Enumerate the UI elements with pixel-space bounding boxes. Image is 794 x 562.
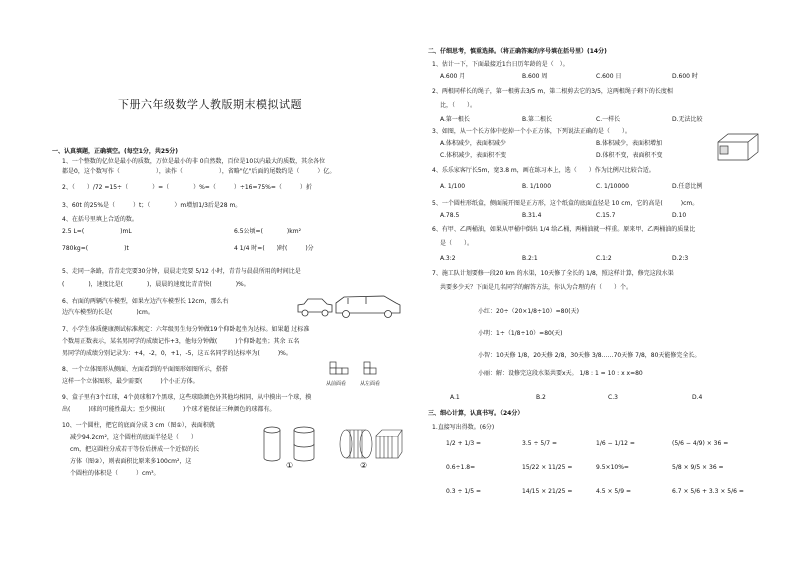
calc-item: 6.7 × 5/6 + 3.3 × 5/6 = <box>672 488 744 495</box>
r-q6-opt-b: B.2:1 <box>522 255 538 262</box>
car-models-figure <box>296 292 406 318</box>
q10-line4: 方体（图②），则表面积比原来多100cm²，这 <box>70 458 192 465</box>
section-2-heading: 二、仔细思考，慎重选择。（将正确答案的序号填在括号里）(14分) <box>428 48 607 55</box>
r-q6-opt-c: C.1:2 <box>596 255 612 262</box>
r-q7-opt-b: B.2 <box>536 394 546 401</box>
q5-line1: 5、走同一条路，青青走完要30分钟，晨晨走完要 5/12 小时，青青与晨晨所用的时间比是 <box>62 268 301 275</box>
solution-xiaoli: 小丽：解：设修完这段水渠共要x天。 1/8 : 1 = 10 : x x=80 <box>478 370 643 377</box>
cuboid-cutout-icon <box>718 134 758 160</box>
r-q7-opt-a: A.1 <box>450 394 460 401</box>
r-q6-opt-a: A.3:2 <box>440 255 456 262</box>
cylinder-figures <box>262 426 402 466</box>
q10-line5: 个圆柱的体积是（ ）cm³。 <box>70 470 160 477</box>
calc-item: 5/8 × 9/5 × 36 = <box>672 464 724 471</box>
r-q3: 3、如图，从一个长方体中挖掉一个小正方体，下列说法正确的是（ ）。 <box>432 128 631 135</box>
r-q1-opt-c: C.600 日 <box>596 73 622 80</box>
r-q3-opt-a: A.体积减少，表面积减少 <box>440 140 506 147</box>
r-q2-opt-b: B.第二根长 <box>522 116 553 123</box>
r-q5-opt-b: B.31.4 <box>522 212 542 219</box>
q7-line2: 个数用正数表示，某名男同学的成绩记作+3，他每分钟做( )个仰卧起坐；其余 五名 <box>62 338 300 345</box>
calc-item: 14/15 × 21/25 = <box>522 488 573 495</box>
r-q6-line2: 是（ ）。 <box>440 240 474 247</box>
r-q3-opt-d: D.体积不变，表面积不变 <box>596 152 663 159</box>
q1-line2: 都是0，这个数写作（ ），读作（ ），省略"亿"后面的尾数约是（ ）亿。 <box>62 168 336 175</box>
calc-item: 1/2 + 1/3 = <box>446 440 482 447</box>
solution-xiaoming: 小明：1÷（1/8÷10）=80(天) <box>478 330 563 337</box>
section-3-heading: 三、细心计算，认真书写。（24分） <box>428 410 524 417</box>
calc-item: 15/22 × 11/25 = <box>522 464 573 471</box>
q4: 4、在括号里填上合适的数。 <box>62 216 138 223</box>
r-q3-opt-b: B.体积减少，表面积增加 <box>596 140 663 147</box>
calc-item: (5/6 − 4/9) × 36 = <box>672 440 729 447</box>
r-q2-opt-c: C.一样长 <box>596 116 621 123</box>
r-q7-line2: 共要多少天？下面是几名同学的解答方法，你认为合理的有（ ）个。 <box>440 284 633 291</box>
q7-line1: 7、小学生体质健康测试标准规定：六年级男生每分钟做19个仰卧起坐为达标。如果超 过标准 <box>62 326 310 333</box>
section-3-q1: 1.直接写出得数。(6分) <box>432 424 495 431</box>
q10-line1: 10、一个圆柱，把它的底面分成 3 cm（图①），表面积就 <box>62 422 215 429</box>
r-q3-opt-c: C.体积减少，表面积不变 <box>440 152 507 159</box>
q6-line2: 边汽车模型的长是( )cm。 <box>62 309 154 316</box>
cuboid-icon <box>376 430 402 458</box>
cut-cylinder-icon <box>294 427 314 461</box>
large-car-icon <box>336 296 400 318</box>
calc-item: 9.5×10%= <box>596 464 629 471</box>
q2: 2、（ ）/72 =15÷（ ）=（ ）%=（ ）÷16=75%=（ ）折 <box>62 184 312 191</box>
r-q6-line1: 6、有甲、乙两桶油，如果从甲桶中倒出 1/4 给乙桶，两桶油就一样重。原来甲、乙两桶油的质量比 <box>432 226 696 233</box>
left-view-label: 从左面看 <box>360 381 381 387</box>
q4a: 2.5 L=( )mL <box>62 228 132 235</box>
q9-line2: 出( )球的可能性最大；至少摸出( )个球才能保证三种颜色的球都有。 <box>62 406 276 413</box>
solution-xiaozhi: 小智：10天修 1/8，20天修 2/8，30天修 3/8……70天修 7/8，80天能修完全长。 <box>478 352 701 359</box>
q10-line3: cm，把这圆柱分成若干等份后拼成一个近似的长 <box>70 446 200 453</box>
q10-line2: 减少94.2cm²，这个圆柱的底面半径是（ ） <box>70 434 197 441</box>
front-view-label: 从前面看 <box>326 381 347 387</box>
view-figures <box>328 360 392 382</box>
r-q5-opt-a: A.78.5 <box>440 212 460 219</box>
r-q7-opt-d: D.4 <box>692 394 703 401</box>
r-q7-line1: 7、施工队计划要修一段20 km 的水渠，10天修了全长的 1/8，照这样计算，修完这段水渠 <box>432 270 674 277</box>
r-q5-opt-c: C.15.7 <box>596 212 616 219</box>
page-title: 下册六年级数学人教版期末模拟试题 <box>118 98 302 111</box>
r-q7-opt-c: C.3 <box>608 394 618 401</box>
r-q5-opt-d: D.10 <box>672 212 687 219</box>
q8-line1: 8、一个立体图形从侧面、左面看到的平面图形如图所示，搭搭 <box>62 366 228 373</box>
r-q4-opt-a: A. 1/100 <box>440 183 466 190</box>
q4c: 780kg=( )t <box>62 245 129 252</box>
q3: 3、60t 的25%是（ ）t；（ ）m增加1/3后是28 m。 <box>62 202 242 209</box>
q4b: 6.5公顷=( )km² <box>234 228 301 235</box>
small-car-icon <box>298 299 332 316</box>
r-q4-opt-d: D.任意比例 <box>672 183 703 190</box>
r-q5: 5、一个圆柱形纸盒，侧面展开图是正方形，这个纸盒的底面直径是 10 cm，它的高是( )cm。 <box>432 200 699 207</box>
cylinder-icon <box>264 427 280 461</box>
calc-item: 1/6 − 1/12 = <box>596 440 635 447</box>
solution-xiaohong: 小红：20÷（20×1/8÷10）=80(天) <box>478 308 579 315</box>
left-view-icon <box>364 362 376 374</box>
r-q2-line2: 比，（ ）。 <box>440 102 477 109</box>
r-q1: 1、估计一下，下面最接近1台日历年龄的是（ ）。 <box>432 61 569 68</box>
cuboid-cutout-figure <box>716 132 760 162</box>
r-q2-line1: 2、两根同样长的绳子，第一根剪去3/5 m，第二根剪去它的3/5，这两根绳子剩下的长度相 <box>432 88 673 95</box>
r-q1-opt-b: B.600 周 <box>522 73 548 80</box>
calc-item: 0.3 ÷ 1/5 = <box>446 488 481 495</box>
calc-item: 0.6÷1.8= <box>446 464 476 471</box>
front-view-icon <box>330 362 348 374</box>
r-q2-opt-d: D.无法比较 <box>672 116 703 123</box>
calc-item: 3.5 ÷ 5/7 = <box>522 440 557 447</box>
figure-1-label: ① <box>286 461 294 470</box>
q5-line2: ( )，速度比是( )，晨晨的速度比青青快( )%。 <box>62 281 250 288</box>
q6-line1: 6、右面的两辆汽车模型，如果左边汽车模型长 12cm，那么右 <box>62 298 229 305</box>
q9-line1: 9、盒子里有3个红球，4个黄球和7个黑球，这些球除颜色外其他均相同，从中摸出一个球，摸 <box>62 394 312 401</box>
calc-item: 4.5 × 5/9 = <box>596 488 631 495</box>
r-q1-opt-d: D.600 时 <box>672 73 698 80</box>
r-q4-opt-c: C. 1/10000 <box>596 183 629 190</box>
q7-line3: 男同学的成绩分别记录为：+4，-2，0，+1，-5，这五名同学的达标率为( )%。 <box>62 350 292 357</box>
r-q6-opt-d: D.2:3 <box>672 255 689 262</box>
sliced-cylinder-icon <box>340 430 372 458</box>
r-q4: 4、乐乐家客厅长5m，宽3.8 m，画在练习本上，选（ ）作为比例尺比较合适。 <box>432 167 655 174</box>
r-q2-opt-a: A.第一根长 <box>440 116 470 123</box>
q1-line1: 1、一个整数的亿位是最小的质数，万位是最小的非 0自然数，百位是10以内最大的质数，其余各位 <box>62 158 326 165</box>
r-q1-opt-a: A.600 月 <box>440 73 466 80</box>
q8-line2: 这样一个立体图形，最少需要( )个小正方体。 <box>62 378 199 385</box>
r-q4-opt-b: B. 1/1000 <box>522 183 552 190</box>
q4d: 4 1/4 时=( )时( )分 <box>234 245 314 252</box>
figure-2-label: ② <box>360 461 368 470</box>
section-1-heading: 一、认真填题，正确填空。(每空1分，共25分) <box>52 148 179 155</box>
